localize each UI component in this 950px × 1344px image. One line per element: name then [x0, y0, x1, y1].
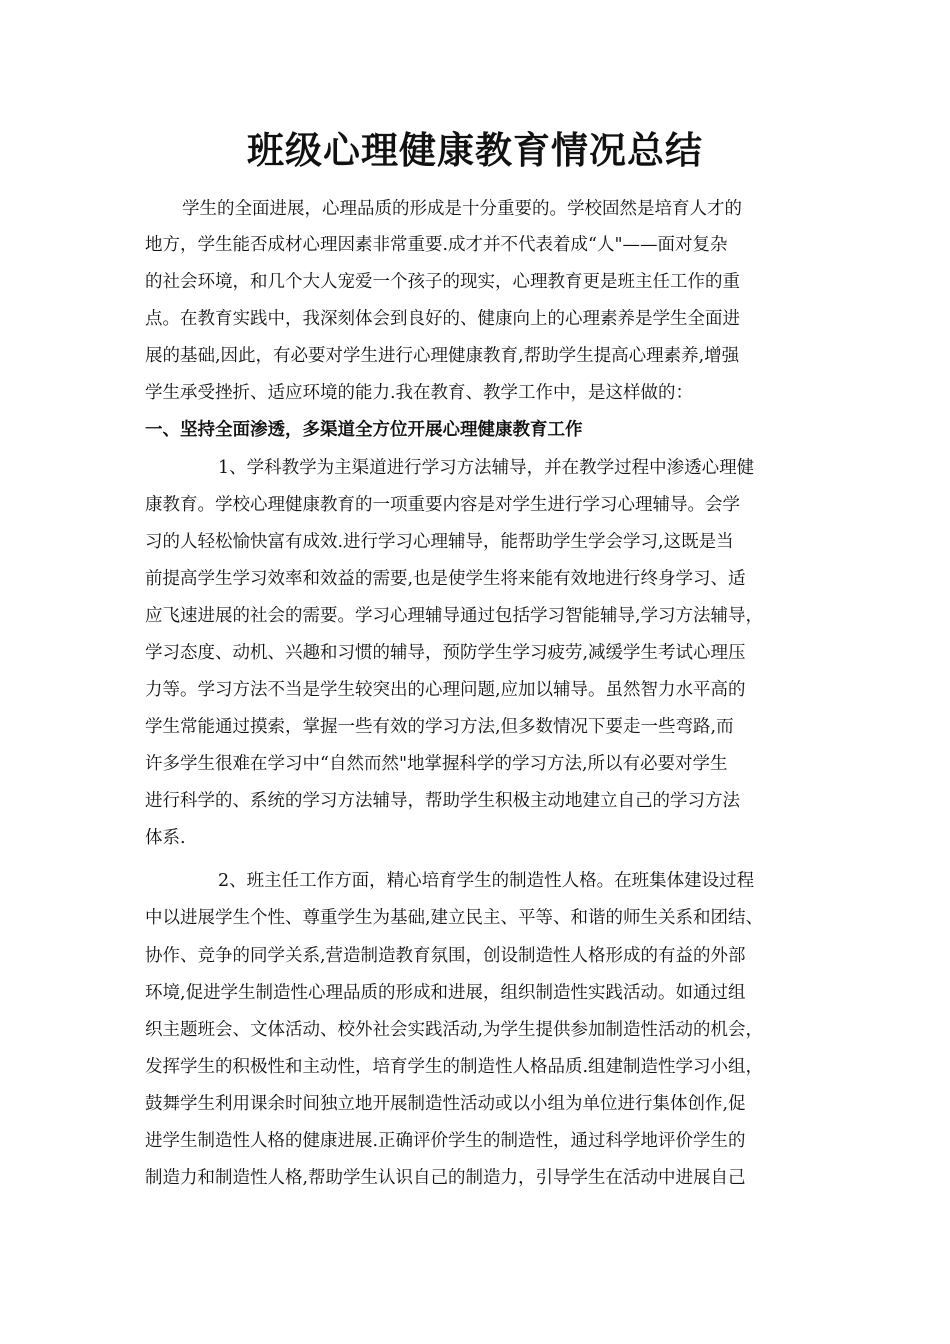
- item2-line-1: 2、班主任工作方面，精心培育学生的制造性人格。在班集体建设过程: [218, 871, 755, 891]
- document-title: 班级心理健康教育情况总结: [247, 129, 703, 172]
- item2-line-8: 进学生制造性人格的健康进展.正确评价学生的制造性，通过科学地评价学生的: [145, 1131, 746, 1151]
- item1-line-11: 体系.: [145, 828, 186, 848]
- intro-line-1: 学生的全面进展，心理品质的形成是十分重要的。学校固然是培育人才的: [182, 199, 742, 219]
- intro-line-5: 展的基础,因此，有必要对学生进行心理健康教育,帮助学生提高心理素养,增强: [145, 346, 740, 366]
- intro-line-3: 的社会环境，和几个大人宠爱一个孩子的现实，心理教育更是班主任工作的重: [145, 272, 740, 292]
- item1-line-3: 习的人轻松愉快富有成效.进行学习心理辅导，能帮助学生学会学习,这既是当: [145, 532, 734, 552]
- item1-line-8: 学生常能通过摸索，掌握一些有效的学习方法,但多数情况下要走一些弯路,而: [145, 717, 734, 737]
- item2-line-2: 中以进展学生个性、尊重学生为基础,建立民主、平等、和谐的师生关系和团结、: [145, 908, 764, 928]
- item1-line-6: 学习态度、动机、兴趣和习惯的辅导，预防学生学习疲劳,减缓学生考试心理压: [145, 643, 746, 663]
- item2-line-5: 织主题班会、文体活动、校外社会实践活动,为学生提供参加制造性活动的机会，: [145, 1020, 764, 1040]
- item2-line-7: 鼓舞学生利用课余时间独立地开展制造性活动或以小组为单位进行集体创作,促: [145, 1094, 746, 1114]
- item1-line-7: 力等。学习方法不当是学生较突出的心理问题,应加以辅导。虽然智力水平高的: [145, 680, 746, 700]
- item1-line-5: 应飞速进展的社会的需要。学习心理辅导通过包括学习智能辅导,学习方法辅导，: [145, 606, 764, 626]
- item2-line-3: 协作、竞争的同学关系,营造制造教育氛围，创设制造性人格形成的有益的外部: [145, 946, 746, 966]
- item2-line-6: 发挥学生的积极性和主动性，培育学生的制造性人格品质.组建制造性学习小组，: [145, 1057, 764, 1077]
- intro-line-4: 点。在教育实践中，我深刻体会到良好的、健康向上的心理素养是学生全面进: [145, 309, 740, 329]
- item1-line-1: 1、学科教学为主渠道进行学习方法辅导，并在教学过程中渗透心理健: [218, 458, 755, 478]
- item2-line-9: 制造力和制造性人格,帮助学生认识自己的制造力，引导学生在活动中进展自己: [145, 1168, 746, 1188]
- item1-line-2: 康教育。学校心理健康教育的一项重要内容是对学生进行学习心理辅导。会学: [145, 495, 740, 515]
- intro-line-6: 学生承受挫折、适应环境的能力.我在教育、教学工作中，是这样做的：: [145, 383, 694, 403]
- item1-line-10: 进行科学的、系统的学习方法辅导，帮助学生积极主动地建立自己的学习方法: [145, 791, 740, 811]
- item2-line-4: 环境,促进学生制造性心理品质的形成和进展，组织制造性实践活动。如通过组: [145, 983, 746, 1003]
- intro-line-2: 地方，学生能否成材心理因素非常重要.成才并不代表着成“人"——面对复杂: [145, 235, 728, 255]
- section-heading: 一、坚持全面渗透，多渠道全方位开展心理健康教育工作: [145, 420, 583, 440]
- item1-line-9: 许多学生很难在学习中“自然而然"地掌握科学的学习方法,所以有必要对学生: [145, 754, 728, 774]
- item1-line-4: 前提高学生学习效率和效益的需要,也是使学生将来能有效地进行终身学习、适: [145, 569, 746, 589]
